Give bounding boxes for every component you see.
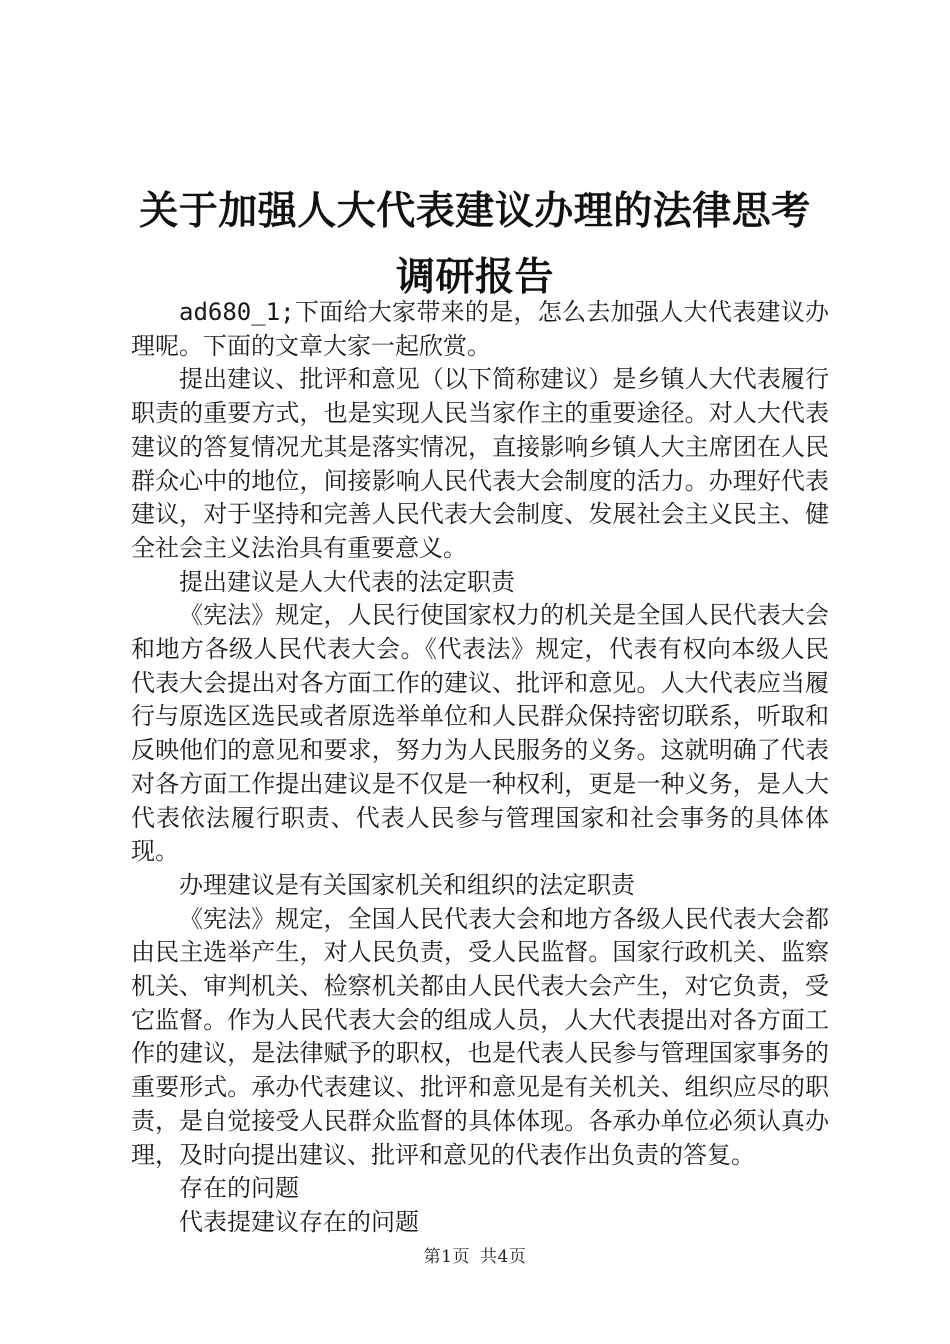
intro-paragraph: ad680_1;下面给大家带来的是，怎么去加强人大代表建议办理呢。下面的文章大家一起欣赏。 xyxy=(131,298,829,360)
section-heading: 办理建议是有关国家机关和组织的法定职责 xyxy=(179,870,635,899)
document-body xyxy=(131,296,829,1240)
section-heading: 存在的问题 xyxy=(179,1174,299,1203)
page-number: 第1页 xyxy=(423,1247,470,1267)
section-heading: 代表提建议存在的问题 xyxy=(179,1207,419,1236)
page-total: 共4页 xyxy=(480,1247,527,1267)
body-paragraph: 《宪法》规定，全国人民代表大会和地方各级人民代表大会都由民主选举产生，对人民负责，受人民监督。国家行政机关、监察机关、审判机关、检察机关都由人民代表大会产生，对它负责，受它监督。作为人民代表大会的组成人员，人大代表提出对各方面工作的建议，是法律赋予的职权，也是代表人民参与管理国家事务的重要形式。承办代表建议、批评和意见是有关机关、组织应尽的职责，是自觉接受人民群众监督的具体体现。各承办单位必须认真办理，及时向提出建议、批评和意见的代表作出负责的答复。 xyxy=(131,904,829,1169)
body-paragraph: 提出建议、批评和意见（以下简称建议）是乡镇人大代表履行职责的重要方式，也是实现人民当家作主的重要途径。对人大代表建议的答复情况尤其是落实情况，直接影响乡镇人大主席团在人民群众心中的地位，间接影响人民代表大会制度的活力。办理好代表建议，对于坚持和完善人民代表大会制度、发展社会主义民主、健全社会主义法治具有重要意义。 xyxy=(131,365,829,562)
page-footer xyxy=(0,1242,950,1267)
document-title: 关于加强人大代表建议办理的法律思考调研报告 xyxy=(139,188,811,300)
section-heading: 提出建议是人大代表的法定职责 xyxy=(179,567,515,596)
body-paragraph: 《宪法》规定，人民行使国家权力的机关是全国人民代表大会和地方各级人民代表大会。《代表法》规定，代表有权向本级人民代表大会提出对各方面工作的建议、批评和意见。人大代表应当履行与原选区选民或者原选举单位和人民群众保持密切联系，听取和反映他们的意见和要求，努力为人民服务的义务。这就明确了代表对各方面工作提出建议是不仅是一种权利，更是一种义务，是人大代表依法履行职责、代表人民参与管理国家和社会事务的具体体现。 xyxy=(131,601,829,866)
